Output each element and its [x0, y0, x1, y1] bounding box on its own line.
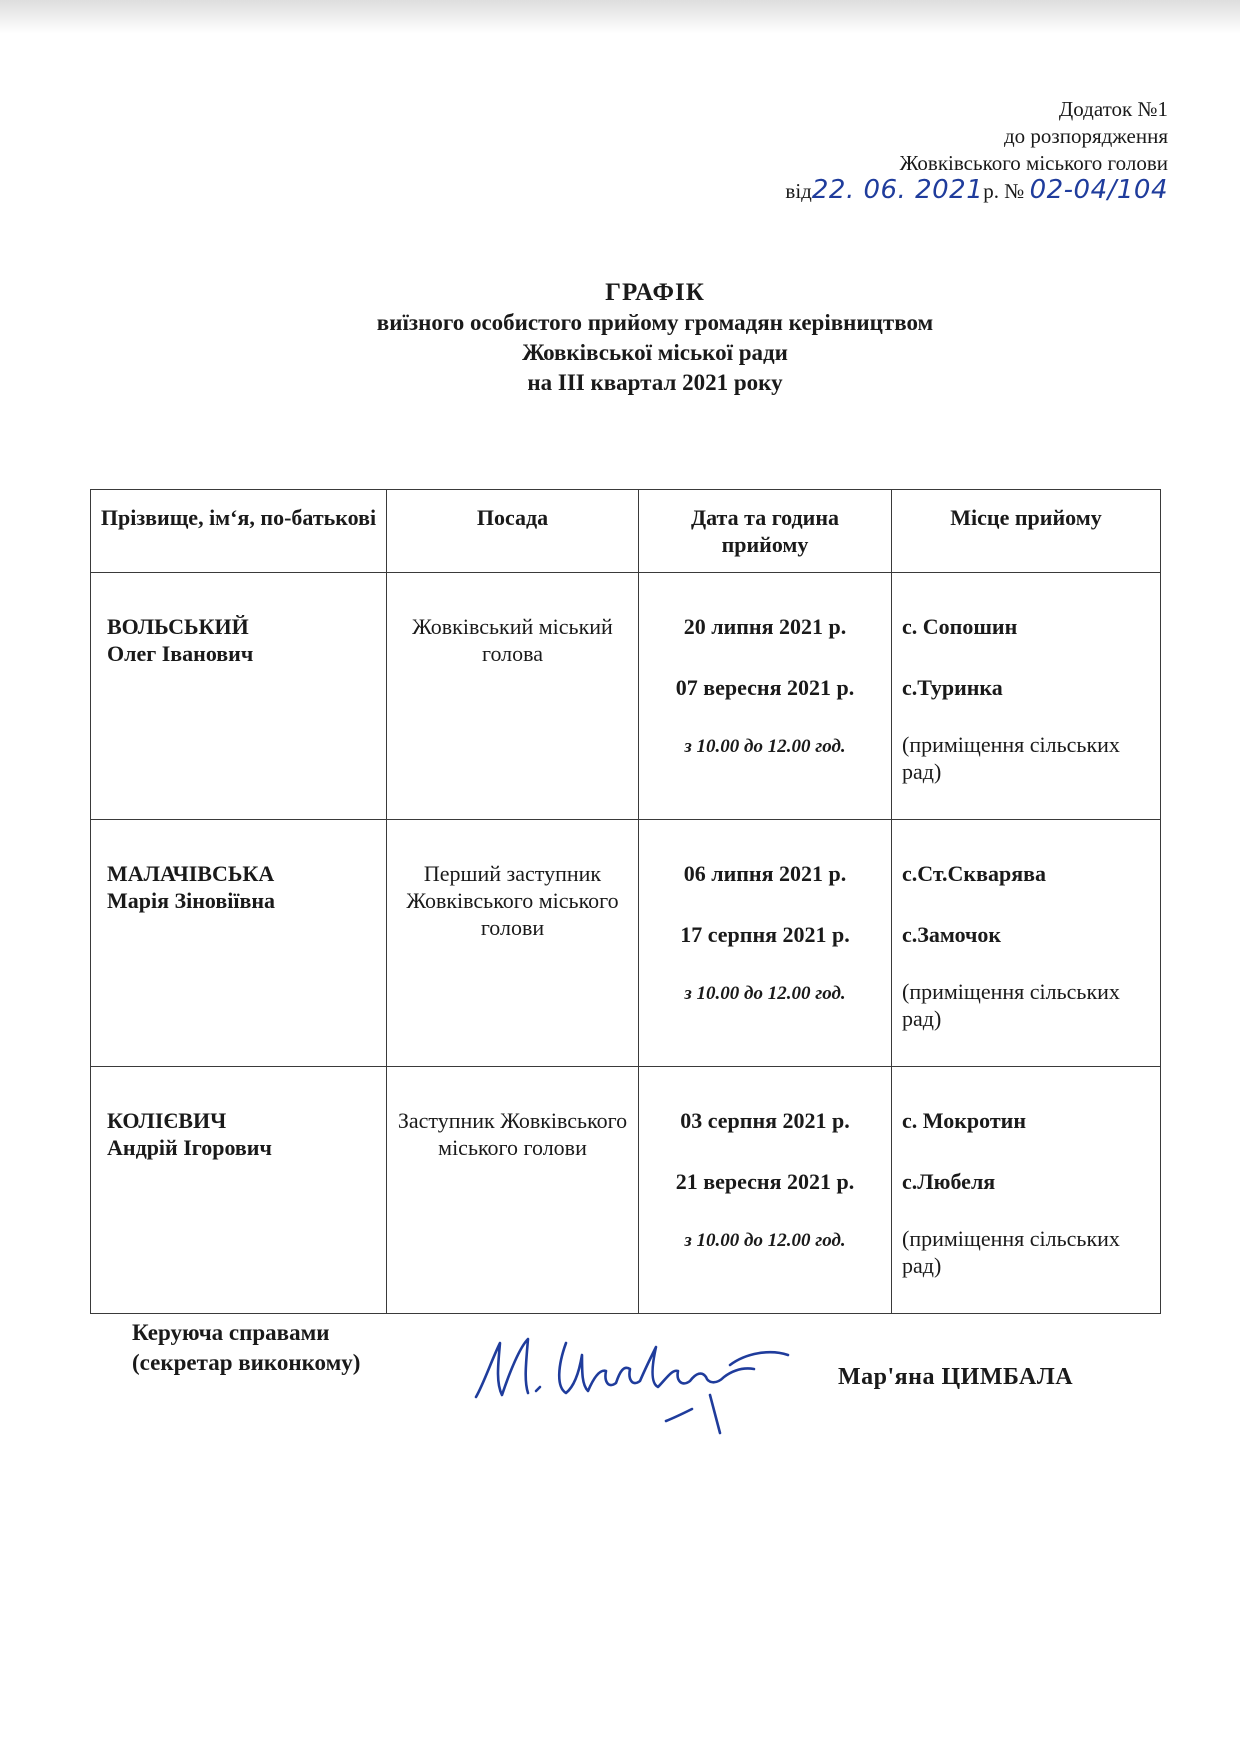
place-second: с.Замочок	[902, 922, 1002, 947]
reception-hours: з 10.00 до 12.00 год.	[684, 736, 846, 757]
handwritten-number: 02-04/104	[1029, 175, 1168, 205]
name-cell	[91, 820, 387, 1067]
title-period: на ІІІ квартал 2021 року	[527, 370, 783, 395]
reception-hours: з 10.00 до 12.00 год.	[684, 983, 846, 1004]
name-cell	[91, 1067, 387, 1314]
place-cell	[892, 1067, 1161, 1314]
schedule-table	[90, 489, 1161, 1314]
signer-name: Мар'яна ЦИМБАЛА	[838, 1364, 1074, 1390]
header-place: Місце прийому	[892, 490, 1161, 573]
given-names: Андрій Ігорович	[107, 1135, 272, 1160]
handwritten-date: 22. 06. 2021	[811, 175, 984, 205]
place-note: (приміщення сільських рад)	[902, 979, 1120, 1031]
appendix-prefix: від	[785, 179, 812, 203]
role-subtitle: (секретар виконкому)	[132, 1350, 361, 1375]
name-cell	[91, 573, 387, 820]
document-title	[0, 278, 1240, 398]
signatory-role	[132, 1318, 360, 1378]
table-row	[91, 573, 1161, 820]
surname: КОЛІЄВИЧ	[107, 1108, 227, 1133]
given-names: Марія Зіновіївна	[107, 888, 276, 913]
given-names: Олег Іванович	[107, 641, 254, 666]
date-cell	[639, 820, 892, 1067]
title-council: Жовківської міської ради	[522, 340, 788, 365]
header-date: Дата та година прийому	[639, 490, 892, 573]
appendix-block	[760, 96, 1168, 205]
date-cell	[639, 1067, 892, 1314]
role-title: Керуюча справами	[132, 1320, 330, 1345]
title-heading: ГРАФІК	[605, 279, 705, 306]
surname: МАЛАЧІВСЬКА	[107, 861, 275, 886]
table-row	[91, 1067, 1161, 1314]
surname: ВОЛЬСЬКИЙ	[107, 614, 249, 639]
appendix-title: Додаток №1	[1058, 97, 1168, 121]
place-second: с.Туринка	[902, 675, 1003, 700]
appendix-date-line	[760, 177, 1168, 205]
date-second: 17 серпня 2021 р.	[680, 922, 850, 947]
header-name: Прізвище, ім‘я, по-батькові	[91, 490, 387, 573]
header-position: Посада	[387, 490, 639, 573]
scan-shadow	[0, 0, 1240, 34]
position-cell: Жовківський міський голова	[387, 573, 639, 820]
place-second: с.Любеля	[902, 1169, 996, 1194]
place-first: с. Мокротин	[902, 1108, 1027, 1133]
reception-hours: з 10.00 до 12.00 год.	[684, 1230, 846, 1251]
place-note: (приміщення сільських рад)	[902, 1226, 1120, 1278]
table-row	[91, 820, 1161, 1067]
title-subtitle: виїзного особистого прийому громадян керівництвом	[376, 310, 934, 335]
appendix-issuer: Жовківського міського голови	[899, 151, 1168, 175]
date-first: 20 липня 2021 р.	[683, 614, 847, 639]
place-note: (приміщення сільських рад)	[902, 732, 1120, 784]
place-first: с.Ст.Скварява	[902, 861, 1046, 886]
place-first: с. Сопошин	[902, 614, 1018, 639]
table-header-row	[91, 490, 1161, 573]
position-cell: Заступник Жовківського міського голови	[387, 1067, 639, 1314]
position-cell: Перший заступник Жовківського міського голови	[387, 820, 639, 1067]
date-second: 07 вересня 2021 р.	[675, 675, 855, 700]
date-first: 03 серпня 2021 р.	[680, 1108, 850, 1133]
appendix-year-suffix: р. №	[983, 179, 1025, 203]
place-cell	[892, 820, 1161, 1067]
date-second: 21 вересня 2021 р.	[675, 1169, 855, 1194]
handwritten-signature	[470, 1325, 810, 1435]
appendix-order: до розпорядження	[1003, 124, 1168, 148]
date-first: 06 липня 2021 р.	[683, 861, 847, 886]
date-cell	[639, 573, 892, 820]
place-cell	[892, 573, 1161, 820]
